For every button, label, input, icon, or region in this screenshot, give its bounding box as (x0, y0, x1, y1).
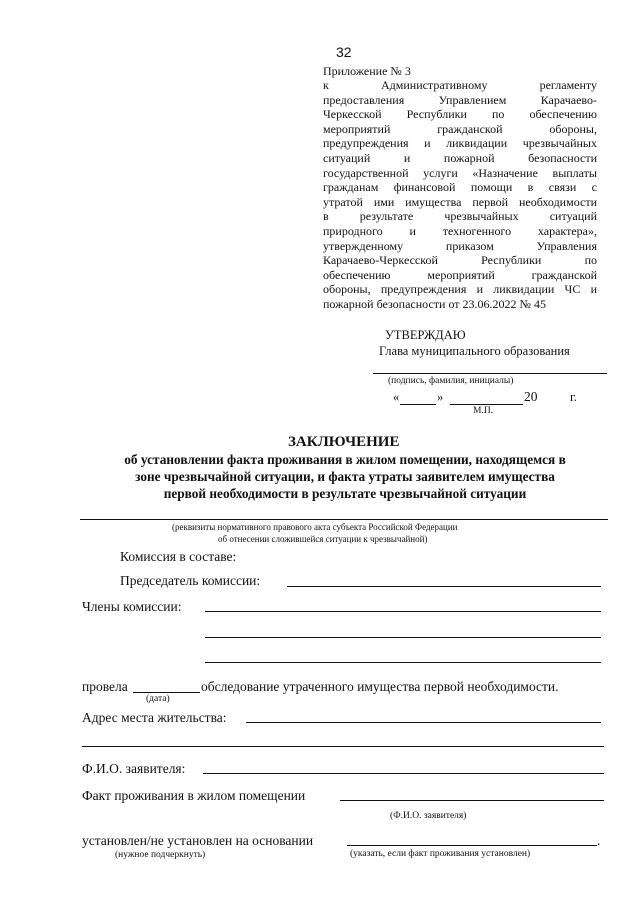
date-year-prefix: 20 (524, 389, 538, 404)
members-label: Члены комиссии: (82, 599, 182, 614)
address-field-1[interactable] (246, 722, 601, 723)
chairman-field[interactable] (287, 586, 601, 587)
established-end: . (597, 833, 601, 848)
date-month-blank (450, 404, 523, 405)
appendix-title: Приложение № 3 (323, 64, 411, 78)
signature-line (373, 373, 607, 374)
date-caption: (дата) (146, 694, 170, 704)
document-subtitle-line-3: первой необходимости в результате чрезвычайной ситуации (163, 486, 527, 501)
appendix-line: гражданам финансовой помощи в связи с (323, 180, 597, 195)
requisites-caption-line-2: об отнесении сложившейся ситуации к чрезвычайной) (218, 534, 428, 544)
residence-fact-field[interactable] (340, 800, 604, 801)
conducted-suffix: обследование утраченного имущества первой необходимости. (201, 679, 559, 694)
date-year-suffix: г. (570, 390, 577, 404)
appendix-line: Черкесской Республики по обеспечению (323, 107, 597, 122)
appendix-line: к Административному регламенту (323, 78, 597, 92)
date-day-blank (400, 404, 436, 405)
established-label: установлен/не установлен на основании (82, 833, 314, 848)
member-field-2[interactable] (205, 637, 601, 638)
address-field-2[interactable] (82, 746, 604, 747)
stamp-placeholder: М.П. (473, 406, 494, 416)
appendix-line: государственной услуги «Назначение выплаты (323, 165, 597, 180)
appendix-line: ситуаций и пожарной безопасности (323, 151, 597, 165)
date-open-quote: « (393, 390, 400, 404)
appendix-line: пожарной безопасности от 23.06.2022 № 45 (323, 297, 546, 311)
requisites-caption-line-1: (реквизиты нормативного правового акта субъекта Российской Федерации (172, 522, 458, 532)
approval-position: Глава муниципального образования (379, 344, 570, 358)
approval-heading: УТВЕРЖДАЮ (385, 328, 466, 342)
residence-fact-label: Факт проживания в жилом помещении (82, 788, 306, 803)
chairman-label: Председатель комиссии: (120, 573, 261, 588)
appendix-line: в результате чрезвычайных ситуаций (323, 209, 597, 224)
appendix-line: предупреждения и ликвидации чрезвычайных (323, 136, 597, 151)
applicant-field[interactable] (203, 773, 604, 774)
applicant-caption: (Ф.И.О. заявителя) (390, 811, 467, 821)
appendix-line: мероприятий гражданской обороны, (323, 121, 597, 136)
appendix-line: утратой ими имущества первой необходимости (323, 194, 597, 209)
document-title: ЗАКЛЮЧЕНИЕ (288, 434, 400, 450)
commission-label: Комиссия в составе: (120, 549, 237, 564)
appendix-line: утвержденному приказом Управления (323, 238, 597, 253)
established-basis-field[interactable] (347, 845, 597, 846)
page-number: 32 (336, 44, 352, 60)
member-field-3[interactable] (205, 662, 601, 663)
underline-caption: (нужное подчеркнуть) (115, 850, 206, 860)
appendix-line: Карачаево-Черкесской Республики по (323, 253, 597, 268)
requisites-line (80, 519, 608, 520)
date-close-quote: » (437, 390, 444, 404)
address-label: Адрес места жительства: (82, 710, 227, 725)
conducted-date-field[interactable] (133, 692, 200, 693)
appendix-line: обороны, предупреждения и ликвидации ЧС и (323, 282, 597, 297)
member-field-1[interactable] (205, 611, 601, 612)
appendix-line: предоставления Управлением Карачаево- (323, 92, 597, 107)
appendix-line: природного и техногенного характера», (323, 224, 597, 238)
appendix-line: обеспечению мероприятий гражданской (323, 267, 597, 282)
document-subtitle-line-1: об установлении факта проживания в жилом помещении, находящемся в (124, 452, 566, 467)
specify-caption: (указать, если факт проживания установлен) (350, 849, 531, 859)
conducted-prefix: провела (82, 679, 128, 694)
document-subtitle-line-2: зоне чрезвычайной ситуации, и факта утраты заявителем имущества (135, 469, 555, 484)
applicant-label: Ф.И.О. заявителя: (82, 761, 186, 776)
signature-caption: (подпись, фамилия, инициалы) (388, 376, 514, 386)
